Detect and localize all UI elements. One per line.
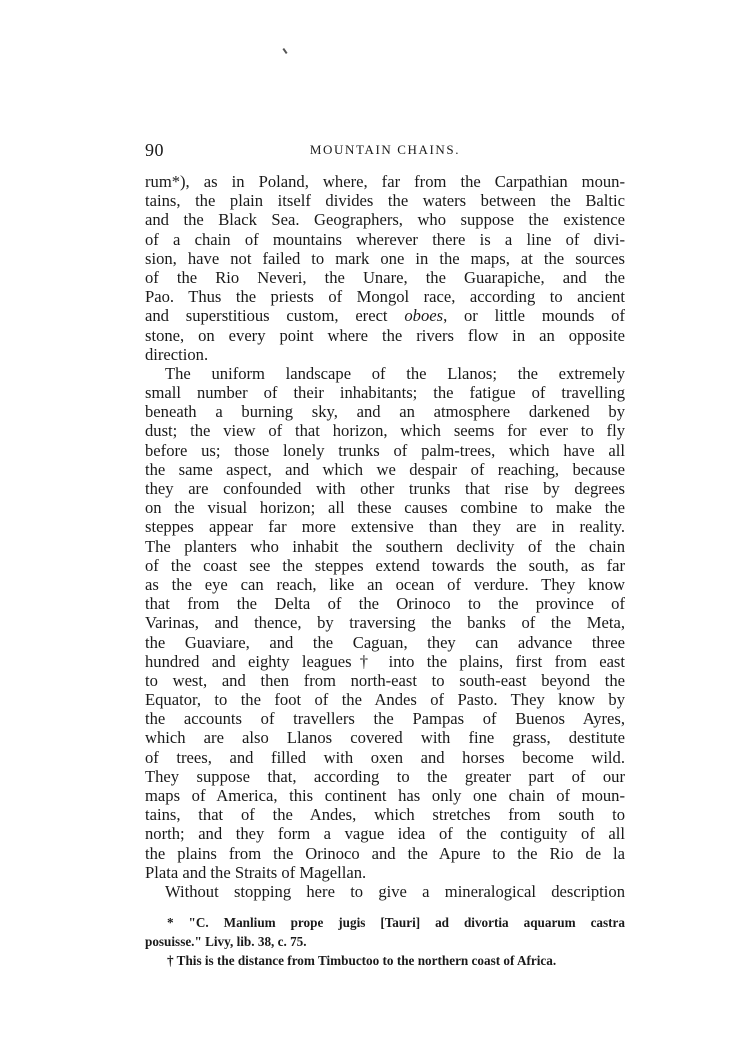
text-line: and the Black Sea. Geographers, who suppose the existence — [145, 210, 625, 230]
text-line: of the coast see the steppes extend towards the south, as far — [145, 555, 625, 575]
text-line: tains, the plain itself divides the waters between the Baltic — [145, 191, 625, 211]
text-line: The uniform landscape of the Llanos; the extremely — [165, 363, 625, 383]
page-header — [145, 140, 625, 162]
text-line: The planters who inhabit the southern declivity of the chain — [145, 536, 625, 556]
text-line: and superstitious custom, erect oboes, or little mounds of — [145, 306, 625, 326]
text-line: direction. — [145, 344, 209, 364]
text-line: the same aspect, and which we despair of reaching, because — [145, 459, 625, 479]
text-line: rum*), as in Poland, where, far from the Carpathian moun- — [145, 172, 625, 191]
text-line: dust; the view of that horizon, which seems for ever to fly — [145, 421, 625, 441]
text-line: small number of their inhabitants; the fatigue of travelling — [145, 383, 625, 403]
text-line: Plata and the Straits of Magellan. — [145, 862, 367, 882]
text-line: They suppose that, according to the greater part of our — [145, 766, 625, 786]
text-line: sion, have not failed to mark one in the maps, at the sources — [145, 248, 625, 268]
paper-speck — [282, 48, 287, 54]
text-line: they are confounded with other trunks that rise by degrees — [145, 479, 625, 498]
text-line: which are also Llanos covered with fine grass, destitute — [145, 728, 625, 748]
footnotes — [145, 913, 625, 970]
text-line: beneath a burning sky, and an atmosphere darkened by — [145, 402, 625, 422]
text-line: maps of America, this continent has only one chain of moun- — [145, 786, 625, 805]
footnote-line: † This is the distance from Timbuctoo to the northern coast of Africa. — [167, 953, 557, 968]
running-head: MOUNTAIN CHAINS. — [309, 142, 461, 157]
text-line: that from the Delta of the Orinoco to the province of — [145, 594, 625, 614]
italic-term: oboes — [404, 306, 444, 326]
text-line: Equator, to the foot of the Andes of Pasto. They know by — [145, 690, 625, 710]
text-line: of trees, and filled with oxen and horses become wild. — [145, 747, 625, 767]
text-line: the Guaviare, and the Caguan, they can advance three — [145, 632, 625, 652]
text-line: Varinas, and thence, by traversing the banks of the Meta, — [145, 613, 625, 633]
text-line: as the eye can reach, like an ocean of verdure. They know — [145, 574, 625, 594]
text-line: north; and they form a vague idea of the contiguity of all — [145, 824, 625, 844]
text-line: tains, that of the Andes, which stretches from south to — [145, 805, 625, 825]
body-text — [145, 172, 625, 901]
text-line: steppes appear far more extensive than they are in reality. — [145, 517, 625, 537]
footnote-line: * "C. Manlium prope jugis [Tauri] ad divortia aquarum castra — [167, 915, 625, 930]
text-line: of a chain of mountains wherever there is a line of divi- — [145, 229, 625, 249]
text-line: the plains from the Orinoco and the Apure to the Rio de la — [145, 843, 625, 863]
text-line: of the Rio Neveri, the Unare, the Guarapiche, and the — [145, 267, 625, 287]
text-line: hundred and eighty leagues† into the plains, first from east — [145, 651, 625, 671]
text-line: Pao. Thus the priests of Mongol race, according to ancient — [145, 287, 625, 307]
text-line: the accounts of travellers the Pampas of Buenos Ayres, — [145, 709, 625, 729]
text-line: before us; those lonely trunks of palm-trees, which have all — [145, 440, 625, 460]
text-line: to west, and then from north-east to south-east beyond the — [145, 670, 625, 690]
text-line: on the visual horizon; all these causes combine to make the — [145, 498, 625, 518]
text-line: Without stopping here to give a mineralogical description — [165, 881, 625, 901]
footnote-line: posuisse." Livy, lib. 38, c. 75. — [145, 934, 307, 949]
page-number: 90 — [145, 140, 164, 160]
text-line: stone, on every point where the rivers flow in an opposite — [145, 325, 625, 345]
